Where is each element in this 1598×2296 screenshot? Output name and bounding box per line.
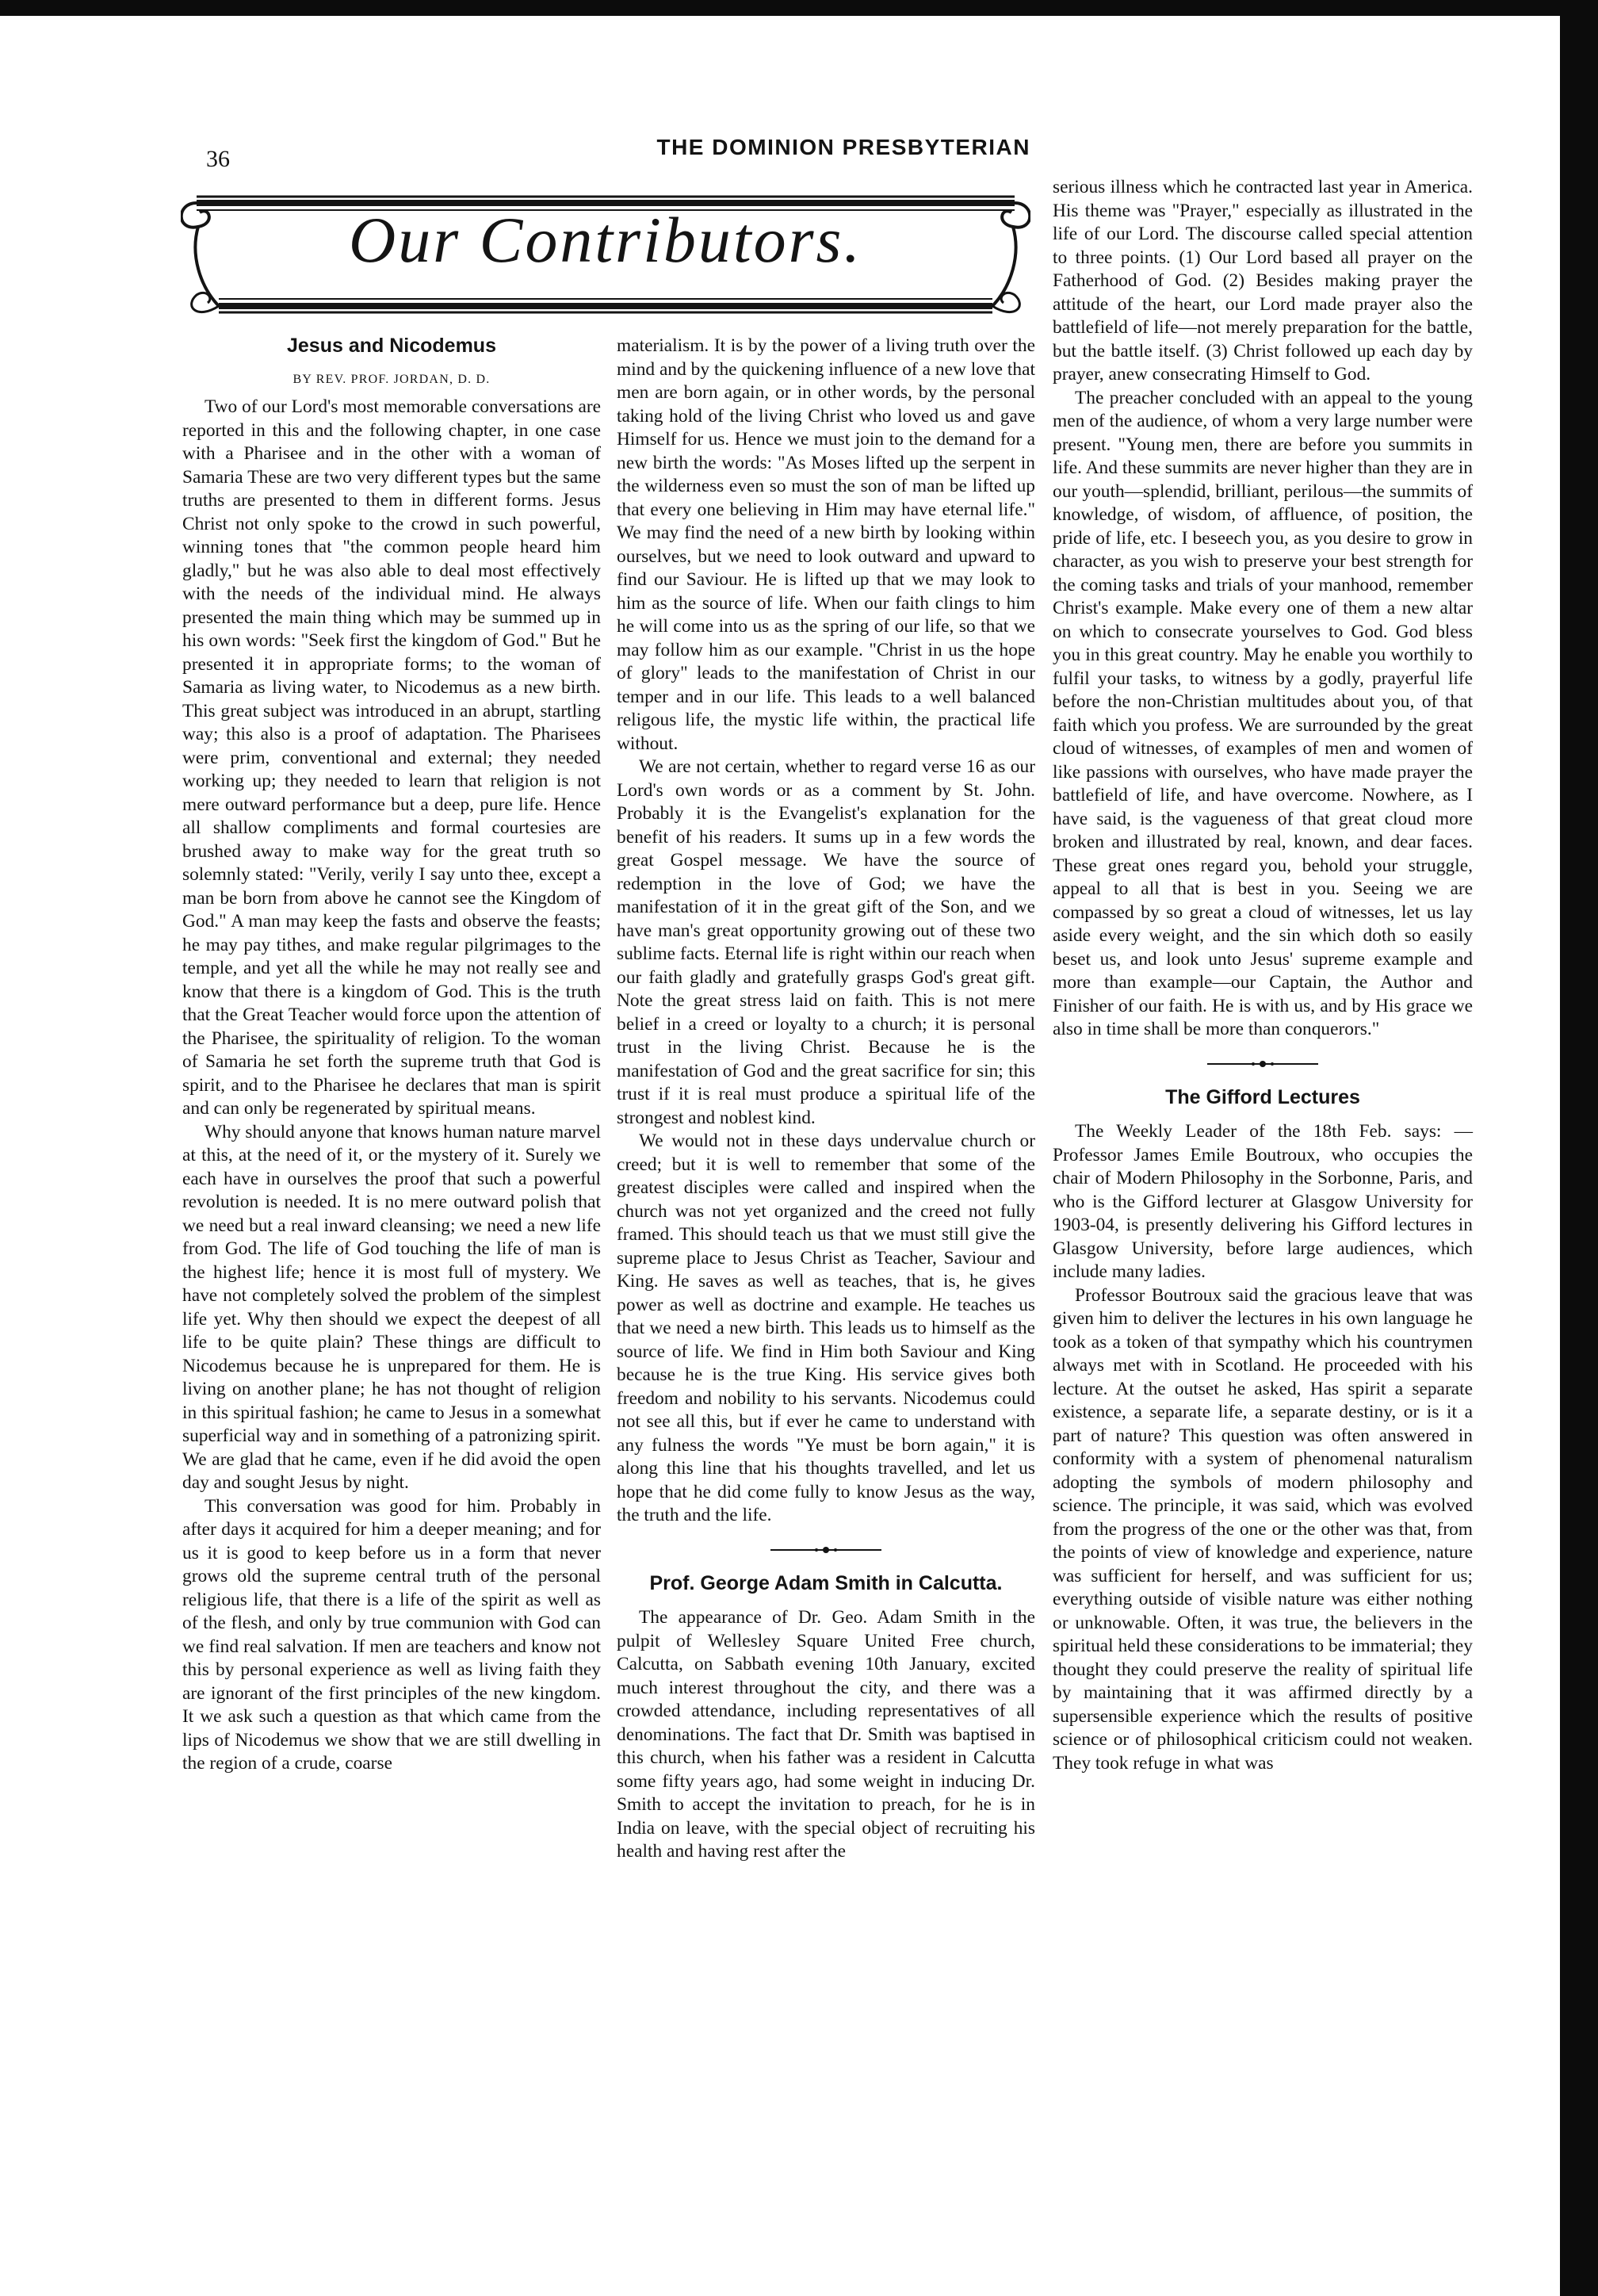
article-paragraph: The appearance of Dr. Geo. Adam Smith in the pulpit of Wellesley Square United Free church, Calcutta, on Sabbath evening 10th January, excited much interest throughout the city, and there was a crowded attendance, including representatives of all denominations. The fact that Dr. Smith was baptised in this church, when his father was a resident in Calcutta some fifty years ago, had some weight in inducing Dr. Smith to accept the invitation to preach, for he is in India on leave, with the special object of recruiting his health and having rest after the: [617, 1607, 1035, 1862]
article-title-george-adam-smith: Prof. George Adam Smith in Calcutta.: [649, 1571, 1003, 1594]
article-paragraph: This conversation was good for him. Probably in after days it acquired for him a deeper meaning; and for us it is good to keep before us in a form that never grows old the supreme central truth of the personal religious life, that there is a life of the spirit as well as of the flesh, and only by true communion with God can we find real salvation. If men are teachers and know not this by personal experience as well as living faith they are ignorant of the first principles of the new kingdom. It we ask such a question as that which came from the lips of Nicodemus we show that we are still dwelling in the region of a crude, coarse: [182, 1495, 601, 1774]
article-paragraph: We are not certain, whether to regard verse 16 as our Lord's own words or as a comment by St. John. Probably it is the Evangelist's explanation for the benefit of his readers. It sums up in a few words the great Gospel message. We have the source of redemption in the love of God; we have the manifestation of it in the great gift of the Son, and we have man's great opportunity growing out of these two sublime facts. Eternal life is right within our reach when our faith gladly and gratefully grasps God's great gift. Note the great stress laid on faith. This is not mere belief in a creed or loyalty to a church; it is personal trust in the living Christ. Because he is the manifestation of God and the great sacrifice for sin; this trust if it is real must produce a spiritual life of the strongest and noblest kind.: [617, 756, 1035, 1128]
article-title-jesus-nicodemus: Jesus and Nicodemus: [287, 335, 496, 357]
article-title-gifford-lectures: The Gifford Lectures: [1165, 1085, 1360, 1108]
section-divider: [1207, 1059, 1318, 1069]
scan-border-top: [0, 0, 1598, 16]
contributors-banner: [181, 179, 1030, 325]
article-byline: BY REV. PROF. JORDAN, D. D.: [292, 372, 491, 386]
column-2: [617, 335, 1035, 1864]
running-head: THE DOMINION PRESBYTERIAN: [656, 135, 1030, 159]
article-paragraph: Why should anyone that knows human nature marvel at this, at the need of it, or the mystery of it. Surely we each have in ourselves the proof that such a powerful revolution is needed. It is no mere outward polish that we need but a real inward cleansing; we need a new life from God. The life of God touching the life of man is the highest life; hence it is most full of mystery. We have not completely solved the problem of the simplest life yet. Why then should we expect the deepest of all life to be quite plain? These things are difficult to Nicodemus because he is unprepared for them. He is living on another plane; he has not thought of religion in this spiritual fashion; he came to Jesus in a somewhat superficial way and in something of a patronizing spirit. We are glad that he came, even if he did avoid the open day and sought Jesus by night.: [182, 1121, 601, 1493]
banner-title: Our Contributors.: [349, 204, 862, 276]
article-paragraph: serious illness which he contracted last year in America. His theme was "Prayer," especially as illustrated in the life of our Lord. The discourse called special attention to three points. (1) Our Lord based all prayer on the Fatherhood of God. (2) Besides making prayer the attitude of the heart, our Lord made prayer also the battlefield of life—not merely preparation for the battle, but the battle itself. (3) Christ followed up each day by prayer, anew consecrating Himself to God.: [1053, 177, 1473, 385]
column-1: [182, 335, 601, 1776]
article-paragraph: Two of our Lord's most memorable conversations are reported in this and the following chapter, in one case with a Pharisee and in the other with a woman of Samaria These are two very different types but the same truths are presented to them in different forms. Jesus Christ not only spoke to the crowd in such powerful, winning tones that "the common people heard him gladly," but he was also able to deal most effectively with the needs of the individual mind. He always presented the main thing which may be summed up in his own words: "Seek first the kingdom of God." But he presented it in appropriate forms; to the woman of Samaria as living water, to Nicodemus as a new birth. This great subject was introduced in an abrupt, startling way; this also is a proof of adaptation. The Pharisees were prim, conventional and external; they needed working up; they needed to learn that religion is not mere outward performance but a deep, pure life. Hence all shallow compliments and formal courtesies are brushed away to make way for the great truth so solemnly stated: "Verily, verily I say unto thee, except a man be born from above he cannot see the Kingdom of God." A man may keep the fasts and observe the feasts; he may pay tithes, and make regular pilgrimages to the temple, and yet all the while he may not really see and know that there is a kingdom of God. This is the truth that the Great Teacher would force upon the attention of the Pharisee, the spirituality of religion. To the woman of Samaria he set forth the supreme truth that God is spirit, and to the Pharisee he declares that man is spirit and can only be regenerated by spiritual means.: [182, 396, 601, 1119]
scan-border-right: [1560, 0, 1598, 2296]
column-3: [1053, 176, 1473, 1775]
section-divider: [770, 1545, 881, 1555]
article-paragraph: The Weekly Leader of the 18th Feb. says: —Professor James Emile Boutroux, who occupies the chair of Modern Philosophy in the Sorbonne, Paris, and who is the Gifford lecturer at Glasgow University for 1903-04, is presently delivering his Gifford lectures in Glasgow University, before large audiences, which include many ladies.: [1053, 1121, 1473, 1282]
article-paragraph: materialism. It is by the power of a living truth over the mind and by the quickening influence of a new love that men are born again, or in other words, by the personal taking hold of the living Christ who loved us and gave Himself for us. Hence we must join to the demand for a new birth the words: "As Moses lifted up the serpent in the wilderness even so must the son of man be lifted up that every one believing in Him may have eternal life." We may find the need of a new birth by looking within ourselves, but we need to look outward and upward to find our Saviour. He is lifted up that we may look to him as the source of life. When our faith clings to him he will come into us as the spring of our life, so that we may follow him as our example. "Christ in us the hope of glory" leads to the manifestation of Christ in our temper and in our life. This leads to a well balanced religous life, the mystic life within, the practical life without.: [617, 335, 1035, 754]
article-paragraph: Professor Boutroux said the gracious leave that was given him to deliver the lectures in his own language he took as a token of that sympathy which his countrymen always met with in Scotland. He proceeded with his lecture. At the outset he asked, Has spirit a separate existence, a separate life, a separate destiny, or is it a part of nature? This question was often answered in conformity with a system of phenomenal naturalism adopting the symbols of modern philosophy and science. The principle, it was said, which was evolved from the progress of the one or the other was that, from the points of view of knowledge and experience, nature was sufficient for herself, and was sufficient for us; everything outside of visible nature was either nothing or unknowable. Often, it was true, the believers in the spiritual held these considerations to be immaterial; they thought they could preserve the reality of spiritual life by maintaining that it was affirmed directly by a supersensible experience which the results of positive science or of philosophical criticism could not weaken. They took refuge in what was: [1053, 1284, 1473, 1774]
article-paragraph: We would not in these days undervalue church or creed; but it is well to remember that some of the greatest disciples were called and inspired when the church was not yet organized and the creed not fully framed. This should teach us that we must still give the supreme place to Jesus Christ as Teacher, Saviour and King. He saves as well as teaches, that is, he gives power as well as doctrine and example. He teaches us that we need a new birth. This leads us to himself as the source of life. We find in Him both Saviour and King because he is the true King. His service gives both freedom and nobility to his servants. Nicodemus could not see all this, but if ever he came to understand with any fulness the words "Ye must be born again," it is along this line that his thoughts travelled, and let us hope that he did come fully to know Jesus as the way, the truth and the life.: [617, 1131, 1035, 1525]
article-paragraph: The preacher concluded with an appeal to the young men of the audience, of whom a very large number were present. "Young men, there are before you summits in life. And these summits are never higher than they are in our youth—splendid, brilliant, perilous—the summits of knowledge, of wisdom, of affluence, of position, the pride of life, etc. I beseech you, as you desire to grow in character, as you wish to preserve your best strength for the coming tasks and trials of your manhood, remember Christ's example. Make every one of them a new altar on which to consecrate yourselves to God. God bless you in this great country. May he enable you worthily to fulfil your tasks, to witness by a godly, prayerful life before the non-Christian multitudes about you, of that faith which you profess. We are surrounded by the great cloud of witnesses, of examples of men and women of like passions with ourselves, who have made prayer the battlefield of life, and have overcome. Nowhere, as I have said, is the vagueness of that great cloud more broken and illustrated by real, known, and dear faces. These great ones regard you, behold your struggle, appeal to all that is best in you. Seeing we are compassed by so great a cloud of witnesses, let us lay aside every weight, and the sin which doth so easily beset us, and look unto Jesus' supreme example and more than example—our Captain, the Author and Finisher of our faith. He is with us, and by His grace we also in time shall be more than conquerors.": [1053, 387, 1473, 1039]
page-number: 36: [206, 146, 230, 172]
